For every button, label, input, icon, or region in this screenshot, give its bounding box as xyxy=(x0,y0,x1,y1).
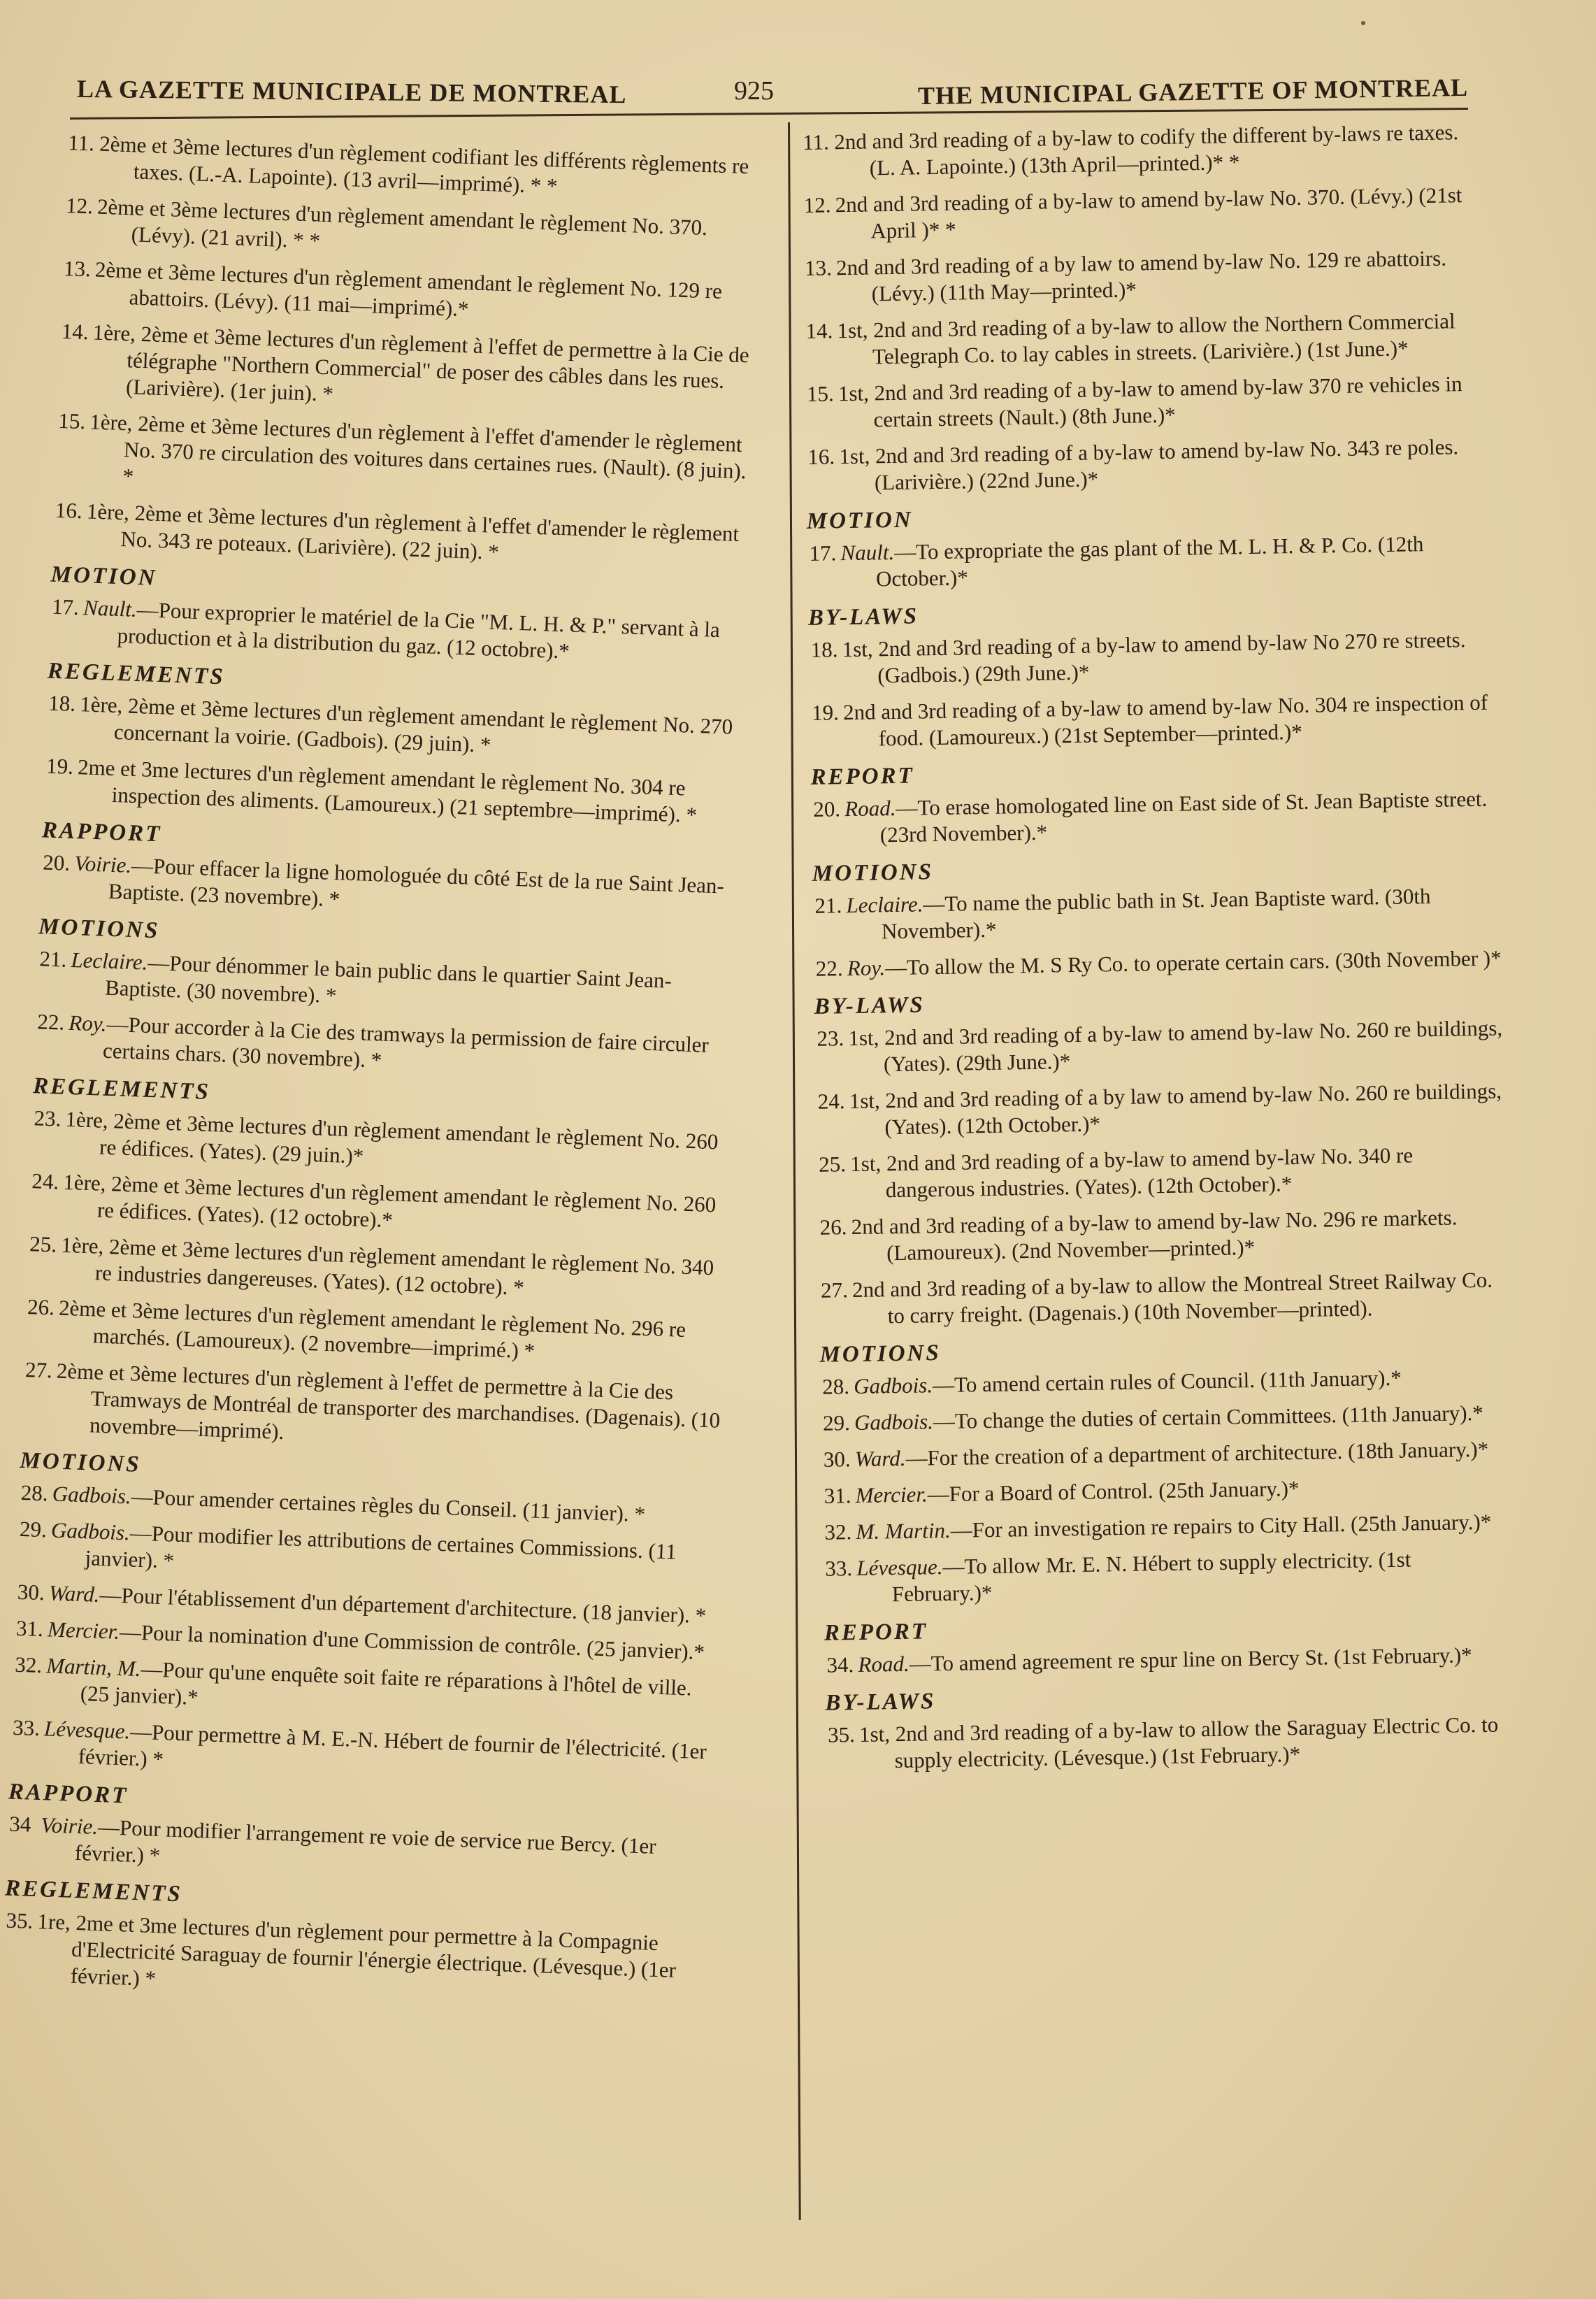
item-text: 2me et 3me lectures d'un règlement amendant le règlement No. 304 re inspection des aliments. (Lamoureux.) (21 septembre—imprimé). * xyxy=(77,754,698,828)
agenda-item xyxy=(43,752,743,830)
item-number: 16. xyxy=(807,444,835,469)
item-number: 25. xyxy=(818,1152,847,1177)
section-heading: MOTIONS xyxy=(19,1447,142,1477)
agenda-item xyxy=(820,1363,1509,1400)
item-mover: Mercier. xyxy=(855,1482,928,1508)
item-number: 32. xyxy=(14,1652,43,1678)
ink-speck xyxy=(1361,21,1365,25)
item-text: 1st, 2nd and 3rd reading of a by-law to allow the Saraguay Electric Co. to supply electricity. (Lévesque.) (1st February.)* xyxy=(858,1712,1499,1773)
item-text: —To change the duties of certain Committees. (11th January).* xyxy=(933,1400,1484,1434)
item-number: 11. xyxy=(803,129,830,155)
item-mover: Gadbois. xyxy=(52,1481,132,1509)
section-heading: REPORT xyxy=(824,1619,928,1646)
item-text: 2nd and 3rd reading of a by-law to codify the different by-laws re taxes. (L. A. Lapointe.) (13th April—printed.)* * xyxy=(834,120,1459,180)
item-number: 14. xyxy=(61,318,89,345)
item-text: 1st, 2nd and 3rd reading of a by-law to amend by-law No. 340 re dangerous industries. (Yates). (12th October).* xyxy=(849,1143,1414,1203)
item-text: —Pour dénommer le bain public dans le quartier Saint Jean-Baptiste. (30 novembre). * xyxy=(104,950,673,1008)
agenda-item xyxy=(821,1435,1510,1473)
agenda-item xyxy=(9,1714,710,1792)
item-text: 1st, 2nd and 3rd reading of a by-law to amend by-law No 270 re streets. (Gadbois.) (29th June.)* xyxy=(842,627,1466,688)
item-mover: Gadbois. xyxy=(853,1373,933,1399)
agenda-item xyxy=(800,119,1490,182)
item-text: 1st, 2nd and 3rd reading of a by-law to allow the Northern Commercial Telegraph Co. to lay cables in streets. (Larivière.) (1st June.)* xyxy=(837,308,1455,369)
item-text: 2ème et 3ème lectures d'un règlement amendant le règlement No. 370. (Lévy). (21 avril). * * xyxy=(96,194,708,253)
agenda-item xyxy=(808,626,1497,689)
agenda-item xyxy=(803,307,1493,371)
item-number: 18. xyxy=(48,690,76,716)
item-text: 1ère, 2ème et 3ème lectures d'un règlement amendant le règlement No. 270 concernant la voirie. (Gadbois). (29 juin). * xyxy=(79,692,733,757)
item-text: 2nd and 3rd reading of a by-law to amend by-law No. 370. (Lévy.) (21st April )* * xyxy=(835,182,1462,243)
item-mover: Mercier. xyxy=(47,1617,120,1644)
item-text: 2ème et 3ème lectures d'un règlement à l'effet de permettre à la Cie des Tramways de Montréal de transporter des marchandises. (Dagenais). (10 novembre—imprimé). xyxy=(56,1358,721,1444)
item-number: 26. xyxy=(27,1294,55,1320)
item-number: 35. xyxy=(5,1907,34,1933)
agenda-item xyxy=(817,1140,1506,1204)
item-number: 30. xyxy=(823,1447,851,1472)
agenda-item xyxy=(817,1203,1507,1267)
item-text: 2ème et 3ème lectures d'un règlement codifiant les différents règlements re taxes. (L.-A. Lapointe). (13 avril—imprimé). * * xyxy=(99,131,749,199)
agenda-item xyxy=(807,529,1496,593)
item-text: —For an investigation re repairs to City Hall. (25th January.)* xyxy=(950,1509,1492,1542)
item-number: 33. xyxy=(12,1714,41,1741)
item-number: 29. xyxy=(822,1410,851,1435)
item-number: 28. xyxy=(821,1374,850,1399)
item-number: 31. xyxy=(15,1615,44,1642)
item-text: 1st, 2nd and 3rd reading of a by law to amend by-law No. 260 re buildings, (Yates). (12th October.)* xyxy=(849,1078,1502,1140)
item-mover: Roy. xyxy=(68,1010,108,1036)
item-number: 17. xyxy=(809,540,837,566)
item-text: 1st, 2nd and 3rd reading of a by-law to amend by-law No. 343 re poles. (Larivière.) (22nd June.)* xyxy=(839,434,1459,495)
item-text: —To name the public bath in St. Jean Baptiste ward. (30th November).* xyxy=(881,883,1431,944)
section-heading: BY-LAWS xyxy=(825,1689,936,1716)
item-text: —Pour accorder à la Cie des tramways la permission de faire circuler certains chars. (30 novembre). * xyxy=(102,1011,710,1073)
item-number: 28. xyxy=(20,1480,49,1506)
item-number: 31. xyxy=(824,1483,851,1508)
agenda-item xyxy=(34,1008,734,1086)
item-mover: Lévesque. xyxy=(43,1716,131,1744)
item-mover: Road. xyxy=(844,795,896,822)
item-mover: Nault. xyxy=(82,595,138,622)
item-mover: Gadbois. xyxy=(854,1409,934,1435)
item-text: 2ème et 3ème lectures d'un règlement amendant le règlement No. 296 re marchés. (Lamoureux). (2 novembre—imprimé.) * xyxy=(58,1295,686,1363)
item-mover: Voirie. xyxy=(73,851,132,878)
item-number: 24. xyxy=(817,1089,845,1114)
french-column xyxy=(0,129,765,2299)
agenda-item xyxy=(803,245,1492,308)
section-heading: BY-LAWS xyxy=(814,992,925,1019)
item-number: 20. xyxy=(42,850,71,875)
item-number: 21. xyxy=(38,946,67,972)
item-mover: Gadbois. xyxy=(50,1517,131,1545)
item-number: 12. xyxy=(803,192,831,217)
agenda-item xyxy=(821,1472,1510,1509)
item-number: 23. xyxy=(817,1026,844,1051)
header-french-title: LA GAZETTE MUNICIPALE DE MONTREAL xyxy=(76,74,627,109)
item-text: 1ère, 2ème et 3ème lectures d'un règlement à l'effet d'amender le règlement No. 343 re poteaux. (Larivière). (22 juin). * xyxy=(86,499,740,564)
item-number: 32. xyxy=(824,1519,852,1545)
item-number: 34. xyxy=(826,1652,854,1677)
item-text: 2nd and 3rd reading of a by-law to allow the Montreal Street Railway Co. to carry freight. (Dagenais.) (10th November—printed). xyxy=(851,1267,1493,1328)
agenda-item xyxy=(26,1231,726,1308)
agenda-item xyxy=(814,1015,1504,1078)
item-text: —To erase homologated line on East side of St. Jean Baptiste street. (23rd November).* xyxy=(879,786,1488,847)
agenda-item xyxy=(810,689,1499,752)
item-text: —To allow Mr. E. N. Hébert to supply electricity. (1st February.)* xyxy=(891,1547,1411,1607)
item-mover: Ward. xyxy=(854,1445,906,1472)
item-mover: Lévesque. xyxy=(856,1554,943,1580)
section-heading: MOTION xyxy=(50,561,158,591)
agenda-item xyxy=(814,945,1502,982)
agenda-item xyxy=(823,1545,1512,1608)
agenda-item xyxy=(57,318,759,422)
item-text: 1ère, 2ème et 3ème lectures d'un règlement amendant le règlement No. 340 re industries dangereuses. (Yates). (12 octobre). * xyxy=(60,1232,714,1300)
item-text: —For a Board of Control. (25th January.)* xyxy=(927,1476,1300,1507)
item-number: 22. xyxy=(815,956,843,981)
item-number: 34 xyxy=(8,1811,31,1837)
item-mover: Nault. xyxy=(840,539,895,566)
english-column xyxy=(800,119,1523,2276)
item-text: —Pour permettre à M. E.-N. Hébert de fournir de l'électricité. (1er février.) * xyxy=(78,1719,707,1772)
agenda-item xyxy=(54,408,755,512)
item-text: —To allow the M. S Ry Co. to operate certain cars. (30th November )* xyxy=(884,945,1502,980)
item-text: —Pour modifier l'arrangement re voie de service rue Bercy. (1er février.) * xyxy=(74,1814,657,1868)
agenda-item xyxy=(824,1641,1513,1678)
item-number: 13. xyxy=(804,255,833,280)
item-number: 15. xyxy=(57,408,86,434)
section-heading: REGLEMENTS xyxy=(4,1875,183,1907)
item-text: —For the creation of a department of architecture. (18th January.)* xyxy=(905,1436,1489,1470)
section-heading: RAPPORT xyxy=(8,1779,129,1809)
agenda-item xyxy=(801,182,1490,245)
item-number: 29. xyxy=(19,1516,48,1542)
item-mover: Roy. xyxy=(847,955,886,981)
agenda-item xyxy=(811,785,1500,849)
item-mover: Road. xyxy=(858,1651,910,1677)
item-mover: Voirie. xyxy=(40,1812,99,1840)
agenda-item xyxy=(52,497,752,575)
item-text: 1ère, 2ème et 3ème lectures d'un règlement à l'effet d'amender le règlement No. 370 re circulation des voitures dans certaines rues. (Nault). (8 juin). * xyxy=(89,409,747,489)
item-mover: Martin, M. xyxy=(45,1653,142,1682)
item-number: 15. xyxy=(806,381,834,406)
section-heading: BY-LAWS xyxy=(807,603,919,631)
page-number: 925 xyxy=(734,76,774,106)
item-number: 27. xyxy=(820,1277,849,1303)
item-mover: Ward. xyxy=(48,1580,101,1607)
section-heading: RAPPORT xyxy=(41,817,162,847)
item-mover: M. Martin. xyxy=(856,1517,951,1544)
agenda-item xyxy=(805,370,1494,434)
item-number: 18. xyxy=(810,637,838,662)
item-text: —Pour l'établissement d'un département d'architecture. (18 janvier). * xyxy=(99,1582,707,1628)
column-divider xyxy=(788,122,801,2220)
agenda-item xyxy=(1,1907,703,2011)
item-number: 12. xyxy=(65,193,94,219)
item-number: 30. xyxy=(17,1579,45,1605)
item-text: 2ème et 3ème lectures d'un règlement amendant le règlement No. 129 re abattoirs. (Lévy). (11 mai—imprimé).* xyxy=(94,257,723,322)
section-heading: MOTIONS xyxy=(819,1340,941,1368)
item-number: 26. xyxy=(819,1215,847,1240)
item-number: 20. xyxy=(813,796,841,822)
agenda-item xyxy=(812,882,1502,945)
section-heading: REPORT xyxy=(810,763,915,790)
item-text: 1ère, 2ème et 3ème lectures d'un règlement amendant le règlement No. 260 re édifices. (Yates). (12 octobre).* xyxy=(62,1169,717,1233)
item-text: —Pour modifier les attributions de certaines Commissions. (11 janvier). * xyxy=(85,1520,677,1573)
item-number: 33. xyxy=(825,1556,853,1581)
item-number: 21. xyxy=(814,893,842,918)
item-text: —To amend agreement re spur line on Bercy St. (1st February.)* xyxy=(909,1642,1472,1676)
item-number: 22. xyxy=(36,1009,65,1035)
item-number: 17. xyxy=(51,594,80,620)
item-number: 13. xyxy=(63,255,92,282)
agenda-item xyxy=(826,1711,1515,1775)
section-heading: MOTIONS xyxy=(812,859,934,887)
agenda-item xyxy=(821,1399,1509,1436)
item-number: 24. xyxy=(31,1168,59,1194)
item-number: 14. xyxy=(805,318,833,343)
item-mover: Leclaire. xyxy=(70,947,149,975)
item-number: 19. xyxy=(45,753,74,779)
item-text: 1ère, 2ème et 3ème lectures d'un règlement amendant le règlement No. 260 re édifices. (Yates). (29 juin.)* xyxy=(64,1106,719,1168)
item-number: 25. xyxy=(29,1231,57,1257)
section-heading: MOTIONS xyxy=(38,914,160,944)
page-header xyxy=(70,64,1468,113)
item-text: —Pour la nomination d'une Commission de contrôle. (25 janvier).* xyxy=(119,1619,705,1665)
item-text: —Pour exproprier le matériel de la Cie "M. L. H. & P." servant à la production et à la distribution du gaz. (12 octobre).* xyxy=(117,596,721,664)
item-text: —To expropriate the gas plant of the M. L. H. & P. Co. (12th October.)* xyxy=(875,531,1424,592)
item-text: 1ère, 2ème et 3ème lectures d'un règlement à l'effet de permettre à la Cie de télégraphe "Northern Commercial" de poser des câbles dans les rues. (Larivière). (1er juin). * xyxy=(92,320,750,406)
item-number: 23. xyxy=(34,1105,62,1131)
item-number: 16. xyxy=(55,497,83,524)
agenda-item xyxy=(816,1077,1505,1141)
section-heading: REGLEMENTS xyxy=(47,658,226,690)
item-mover: Leclaire. xyxy=(846,891,923,918)
item-number: 27. xyxy=(24,1357,53,1383)
section-heading: REGLEMENTS xyxy=(32,1073,211,1105)
header-english-title: THE MUNICIPAL GAZETTE OF MONTREAL xyxy=(917,73,1469,110)
agenda-item xyxy=(21,1356,722,1461)
item-text: 2nd and 3rd reading of a by-law to amend by-law No. 296 re markets. (Lamoureux). (2nd November—printed.)* xyxy=(851,1205,1458,1266)
item-text: 2nd and 3rd reading of a by-law to amend by-law No. 304 re inspection of food. (Lamoureux.) (21st September—printed.)* xyxy=(842,689,1488,751)
item-text: —To amend certain rules of Council. (11th January).* xyxy=(932,1365,1402,1398)
item-number: 19. xyxy=(811,700,840,725)
item-text: —Pour effacer la ligne homologuée du côté Est de la rue Saint Jean-Baptiste. (23 novembre). * xyxy=(108,852,725,912)
item-number: 11. xyxy=(67,130,95,156)
item-text: 2nd and 3rd reading of a by law to amend by-law No. 129 re abattoirs. (Lévy.) (11th May—printed.)* xyxy=(835,245,1447,306)
agenda-item xyxy=(805,433,1495,496)
agenda-item xyxy=(819,1266,1508,1330)
item-text: —Pour amender certaines règles du Conseil. (11 janvier). * xyxy=(131,1484,646,1527)
item-text: —Pour qu'une enquête soit faite re réparations à l'hôtel de ville. (25 janvier).* xyxy=(80,1656,693,1710)
section-heading: MOTION xyxy=(806,507,913,534)
item-text: 1st, 2nd and 3rd reading of a by-law to amend by-law 370 re vehicles in certain streets (Nault.) (8th June.)* xyxy=(837,371,1462,432)
agenda-item xyxy=(822,1508,1511,1545)
item-number: 35. xyxy=(827,1722,856,1747)
item-text: 1st, 2nd and 3rd reading of a by-law to amend by-law No. 260 re buildings, (Yates). (29th June.)* xyxy=(848,1015,1503,1077)
item-text: 1re, 2me et 3me lectures d'un règlement pour permettre à la Compagnie d'Electricité Saraguay de fournir l'énergie électrique. (Lévesque.) (1er février.) * xyxy=(36,1909,677,1991)
